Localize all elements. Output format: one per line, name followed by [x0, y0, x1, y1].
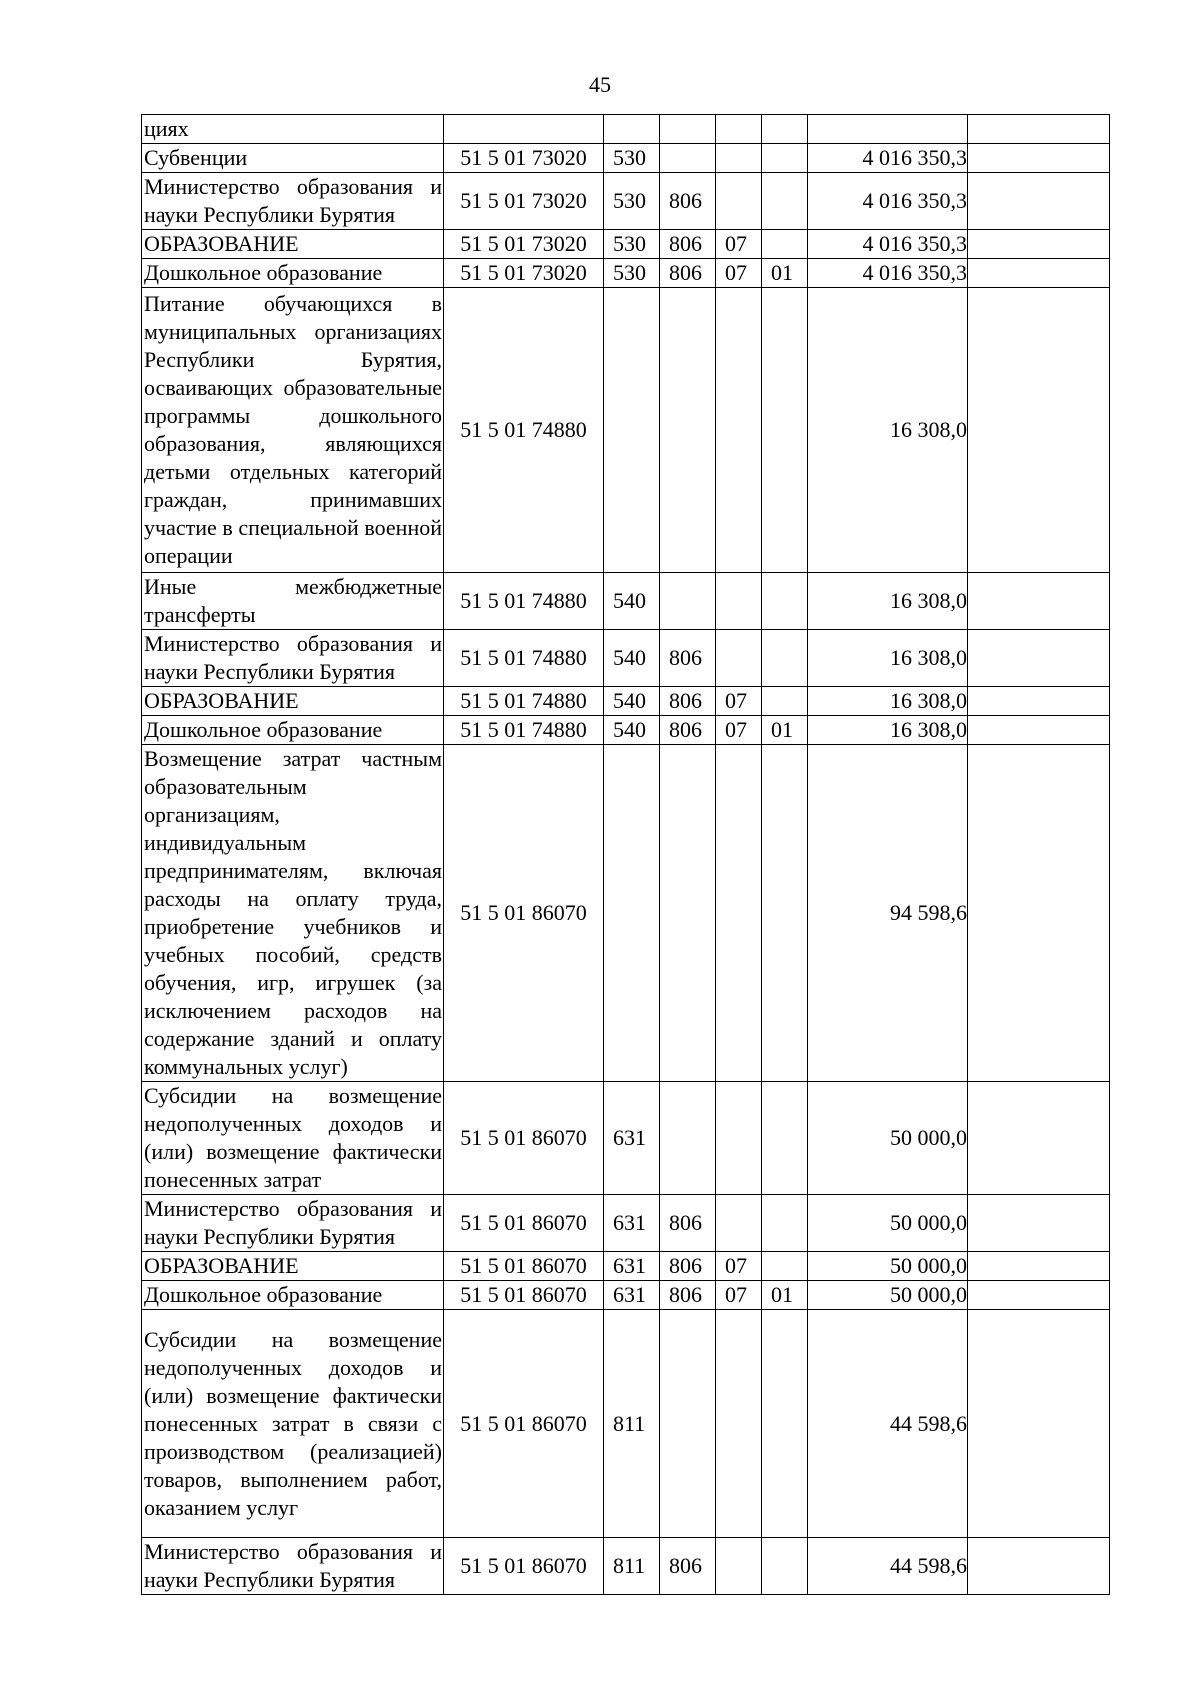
- expense-type-cell: 530: [604, 230, 660, 259]
- admin-code-cell: 806: [660, 1195, 716, 1252]
- table-row: [142, 1310, 1110, 1538]
- admin-code-cell: 806: [660, 259, 716, 288]
- extra-cell: [968, 1281, 1110, 1310]
- expense-type-cell: 811: [604, 1538, 660, 1595]
- admin-code-cell: 806: [660, 687, 716, 716]
- extra-cell: [968, 687, 1110, 716]
- amount-cell: 16 308,0: [808, 687, 968, 716]
- admin-code-cell: 806: [660, 1281, 716, 1310]
- section-cell: 07: [716, 259, 762, 288]
- amount-cell: 94 598,6: [808, 745, 968, 1082]
- target-article-cell: [444, 115, 604, 144]
- admin-code-cell: 806: [660, 230, 716, 259]
- expense-type-cell: 540: [604, 716, 660, 745]
- amount-cell: [808, 115, 968, 144]
- admin-code-cell: 806: [660, 173, 716, 230]
- row-name-cell: циях: [142, 115, 444, 144]
- row-name-cell: ОБРАЗОВАНИЕ: [142, 1252, 444, 1281]
- amount-cell: 50 000,0: [808, 1195, 968, 1252]
- table-row: [142, 115, 1110, 144]
- row-name-cell: Министерство образования и науки Республики Бурятия: [142, 1538, 444, 1595]
- expense-type-cell: 631: [604, 1252, 660, 1281]
- extra-cell: [968, 288, 1110, 573]
- amount-cell: 16 308,0: [808, 630, 968, 687]
- admin-code-cell: 806: [660, 716, 716, 745]
- admin-code-cell: [660, 573, 716, 630]
- target-article-cell: 51 5 01 73020: [444, 173, 604, 230]
- target-article-cell: 51 5 01 74880: [444, 288, 604, 573]
- row-name-cell: Дошкольное образование: [142, 259, 444, 288]
- admin-code-cell: [660, 288, 716, 573]
- extra-cell: [968, 144, 1110, 173]
- row-name-cell: Министерство образования и науки Республики Бурятия: [142, 630, 444, 687]
- amount-cell: 16 308,0: [808, 288, 968, 573]
- amount-cell: 50 000,0: [808, 1281, 968, 1310]
- admin-code-cell: [660, 1310, 716, 1538]
- amount-cell: 50 000,0: [808, 1082, 968, 1195]
- target-article-cell: 51 5 01 73020: [444, 144, 604, 173]
- section-cell: [716, 573, 762, 630]
- row-name-cell: Субвенции: [142, 144, 444, 173]
- target-article-cell: 51 5 01 86070: [444, 1538, 604, 1595]
- expense-type-cell: 540: [604, 630, 660, 687]
- row-name-cell: Министерство образования и науки Республики Бурятия: [142, 173, 444, 230]
- expense-type-cell: 811: [604, 1310, 660, 1538]
- table-row: [142, 1538, 1110, 1595]
- row-name-cell: Дошкольное образование: [142, 716, 444, 745]
- admin-code-cell: [660, 1082, 716, 1195]
- extra-cell: [968, 1252, 1110, 1281]
- row-name-cell: Питание обучающихся в муниципальных организациях Республики Бурятия, осваивающих образовательные программы дошкольного образования, являющихся детьми отдельных категорий граждан, принимавших участие в специальной военной операции: [142, 288, 444, 573]
- section-cell: [716, 745, 762, 1082]
- table-body: [142, 115, 1110, 1595]
- subsection-cell: 01: [762, 1281, 808, 1310]
- expense-type-cell: [604, 288, 660, 573]
- expense-type-cell: 530: [604, 144, 660, 173]
- section-cell: [716, 630, 762, 687]
- expense-type-cell: 540: [604, 687, 660, 716]
- table-row: [142, 1195, 1110, 1252]
- table-row: [142, 716, 1110, 745]
- amount-cell: 44 598,6: [808, 1310, 968, 1538]
- section-cell: 07: [716, 716, 762, 745]
- amount-cell: 16 308,0: [808, 716, 968, 745]
- section-cell: [716, 1082, 762, 1195]
- extra-cell: [968, 745, 1110, 1082]
- table-row: [142, 630, 1110, 687]
- admin-code-cell: [660, 144, 716, 173]
- admin-code-cell: [660, 115, 716, 144]
- section-cell: 07: [716, 1281, 762, 1310]
- target-article-cell: 51 5 01 86070: [444, 1310, 604, 1538]
- expense-type-cell: [604, 745, 660, 1082]
- section-cell: [716, 1538, 762, 1595]
- section-cell: [716, 288, 762, 573]
- row-name-cell: Возмещение затрат частным образовательным организациям, индивидуальным предпринимателям, включая расходы на оплату труда, приобретение учебников и учебных пособий, средств обучения, игр, игрушек (за исключением расходов на содержание зданий и оплату коммунальных услуг): [142, 745, 444, 1082]
- extra-cell: [968, 259, 1110, 288]
- expense-type-cell: 530: [604, 259, 660, 288]
- extra-cell: [968, 173, 1110, 230]
- target-article-cell: 51 5 01 86070: [444, 1252, 604, 1281]
- subsection-cell: [762, 1252, 808, 1281]
- page-number: 45: [589, 72, 611, 97]
- row-name-cell: Иные межбюджетные трансферты: [142, 573, 444, 630]
- extra-cell: [968, 630, 1110, 687]
- row-name-cell: ОБРАЗОВАНИЕ: [142, 230, 444, 259]
- section-cell: [716, 173, 762, 230]
- section-cell: [716, 1195, 762, 1252]
- section-cell: [716, 144, 762, 173]
- amount-cell: 44 598,6: [808, 1538, 968, 1595]
- subsection-cell: [762, 288, 808, 573]
- table-row: [142, 259, 1110, 288]
- table-row: [142, 687, 1110, 716]
- subsection-cell: [762, 173, 808, 230]
- table-row: [142, 573, 1110, 630]
- section-cell: [716, 115, 762, 144]
- extra-cell: [968, 716, 1110, 745]
- table-row: [142, 745, 1110, 1082]
- target-article-cell: 51 5 01 74880: [444, 630, 604, 687]
- admin-code-cell: 806: [660, 630, 716, 687]
- subsection-cell: [762, 1195, 808, 1252]
- extra-cell: [968, 1310, 1110, 1538]
- row-name-cell: Субсидии на возмещение недополученных доходов и (или) возмещение фактически понесенных затрат: [142, 1082, 444, 1195]
- subsection-cell: [762, 687, 808, 716]
- expense-type-cell: 540: [604, 573, 660, 630]
- target-article-cell: 51 5 01 73020: [444, 259, 604, 288]
- subsection-cell: [762, 745, 808, 1082]
- target-article-cell: 51 5 01 73020: [444, 230, 604, 259]
- amount-cell: 4 016 350,3: [808, 173, 968, 230]
- section-cell: 07: [716, 687, 762, 716]
- table-row: [142, 144, 1110, 173]
- row-name-cell: Дошкольное образование: [142, 1281, 444, 1310]
- budget-table: [141, 114, 1110, 1595]
- subsection-cell: [762, 573, 808, 630]
- section-cell: [716, 1310, 762, 1538]
- subsection-cell: [762, 144, 808, 173]
- subsection-cell: [762, 1310, 808, 1538]
- subsection-cell: [762, 1082, 808, 1195]
- target-article-cell: 51 5 01 86070: [444, 1195, 604, 1252]
- target-article-cell: 51 5 01 86070: [444, 745, 604, 1082]
- extra-cell: [968, 1195, 1110, 1252]
- extra-cell: [968, 1082, 1110, 1195]
- row-name-cell: Субсидии на возмещение недополученных доходов и (или) возмещение фактически понесенных затрат в связи с производством (реализацией) товаров, выполнением работ, оказанием услуг: [142, 1310, 444, 1538]
- extra-cell: [968, 1538, 1110, 1595]
- target-article-cell: 51 5 01 74880: [444, 716, 604, 745]
- subsection-cell: [762, 630, 808, 687]
- table-row: [142, 288, 1110, 573]
- target-article-cell: 51 5 01 86070: [444, 1082, 604, 1195]
- subsection-cell: [762, 230, 808, 259]
- subsection-cell: 01: [762, 259, 808, 288]
- subsection-cell: 01: [762, 716, 808, 745]
- admin-code-cell: 806: [660, 1538, 716, 1595]
- table-row: [142, 1252, 1110, 1281]
- subsection-cell: [762, 1538, 808, 1595]
- section-cell: 07: [716, 1252, 762, 1281]
- amount-cell: 4 016 350,3: [808, 230, 968, 259]
- extra-cell: [968, 573, 1110, 630]
- admin-code-cell: [660, 745, 716, 1082]
- table-row: [142, 1281, 1110, 1310]
- amount-cell: 4 016 350,3: [808, 259, 968, 288]
- expense-type-cell: [604, 115, 660, 144]
- section-cell: 07: [716, 230, 762, 259]
- expense-type-cell: 530: [604, 173, 660, 230]
- target-article-cell: 51 5 01 74880: [444, 687, 604, 716]
- expense-type-cell: 631: [604, 1195, 660, 1252]
- subsection-cell: [762, 115, 808, 144]
- row-name-cell: Министерство образования и науки Республики Бурятия: [142, 1195, 444, 1252]
- amount-cell: 50 000,0: [808, 1252, 968, 1281]
- expense-type-cell: 631: [604, 1082, 660, 1195]
- table-row: [142, 230, 1110, 259]
- row-name-cell: ОБРАЗОВАНИЕ: [142, 687, 444, 716]
- extra-cell: [968, 230, 1110, 259]
- admin-code-cell: 806: [660, 1252, 716, 1281]
- target-article-cell: 51 5 01 74880: [444, 573, 604, 630]
- table-row: [142, 173, 1110, 230]
- amount-cell: 4 016 350,3: [808, 144, 968, 173]
- amount-cell: 16 308,0: [808, 573, 968, 630]
- table-row: [142, 1082, 1110, 1195]
- target-article-cell: 51 5 01 86070: [444, 1281, 604, 1310]
- extra-cell: [968, 115, 1110, 144]
- expense-type-cell: 631: [604, 1281, 660, 1310]
